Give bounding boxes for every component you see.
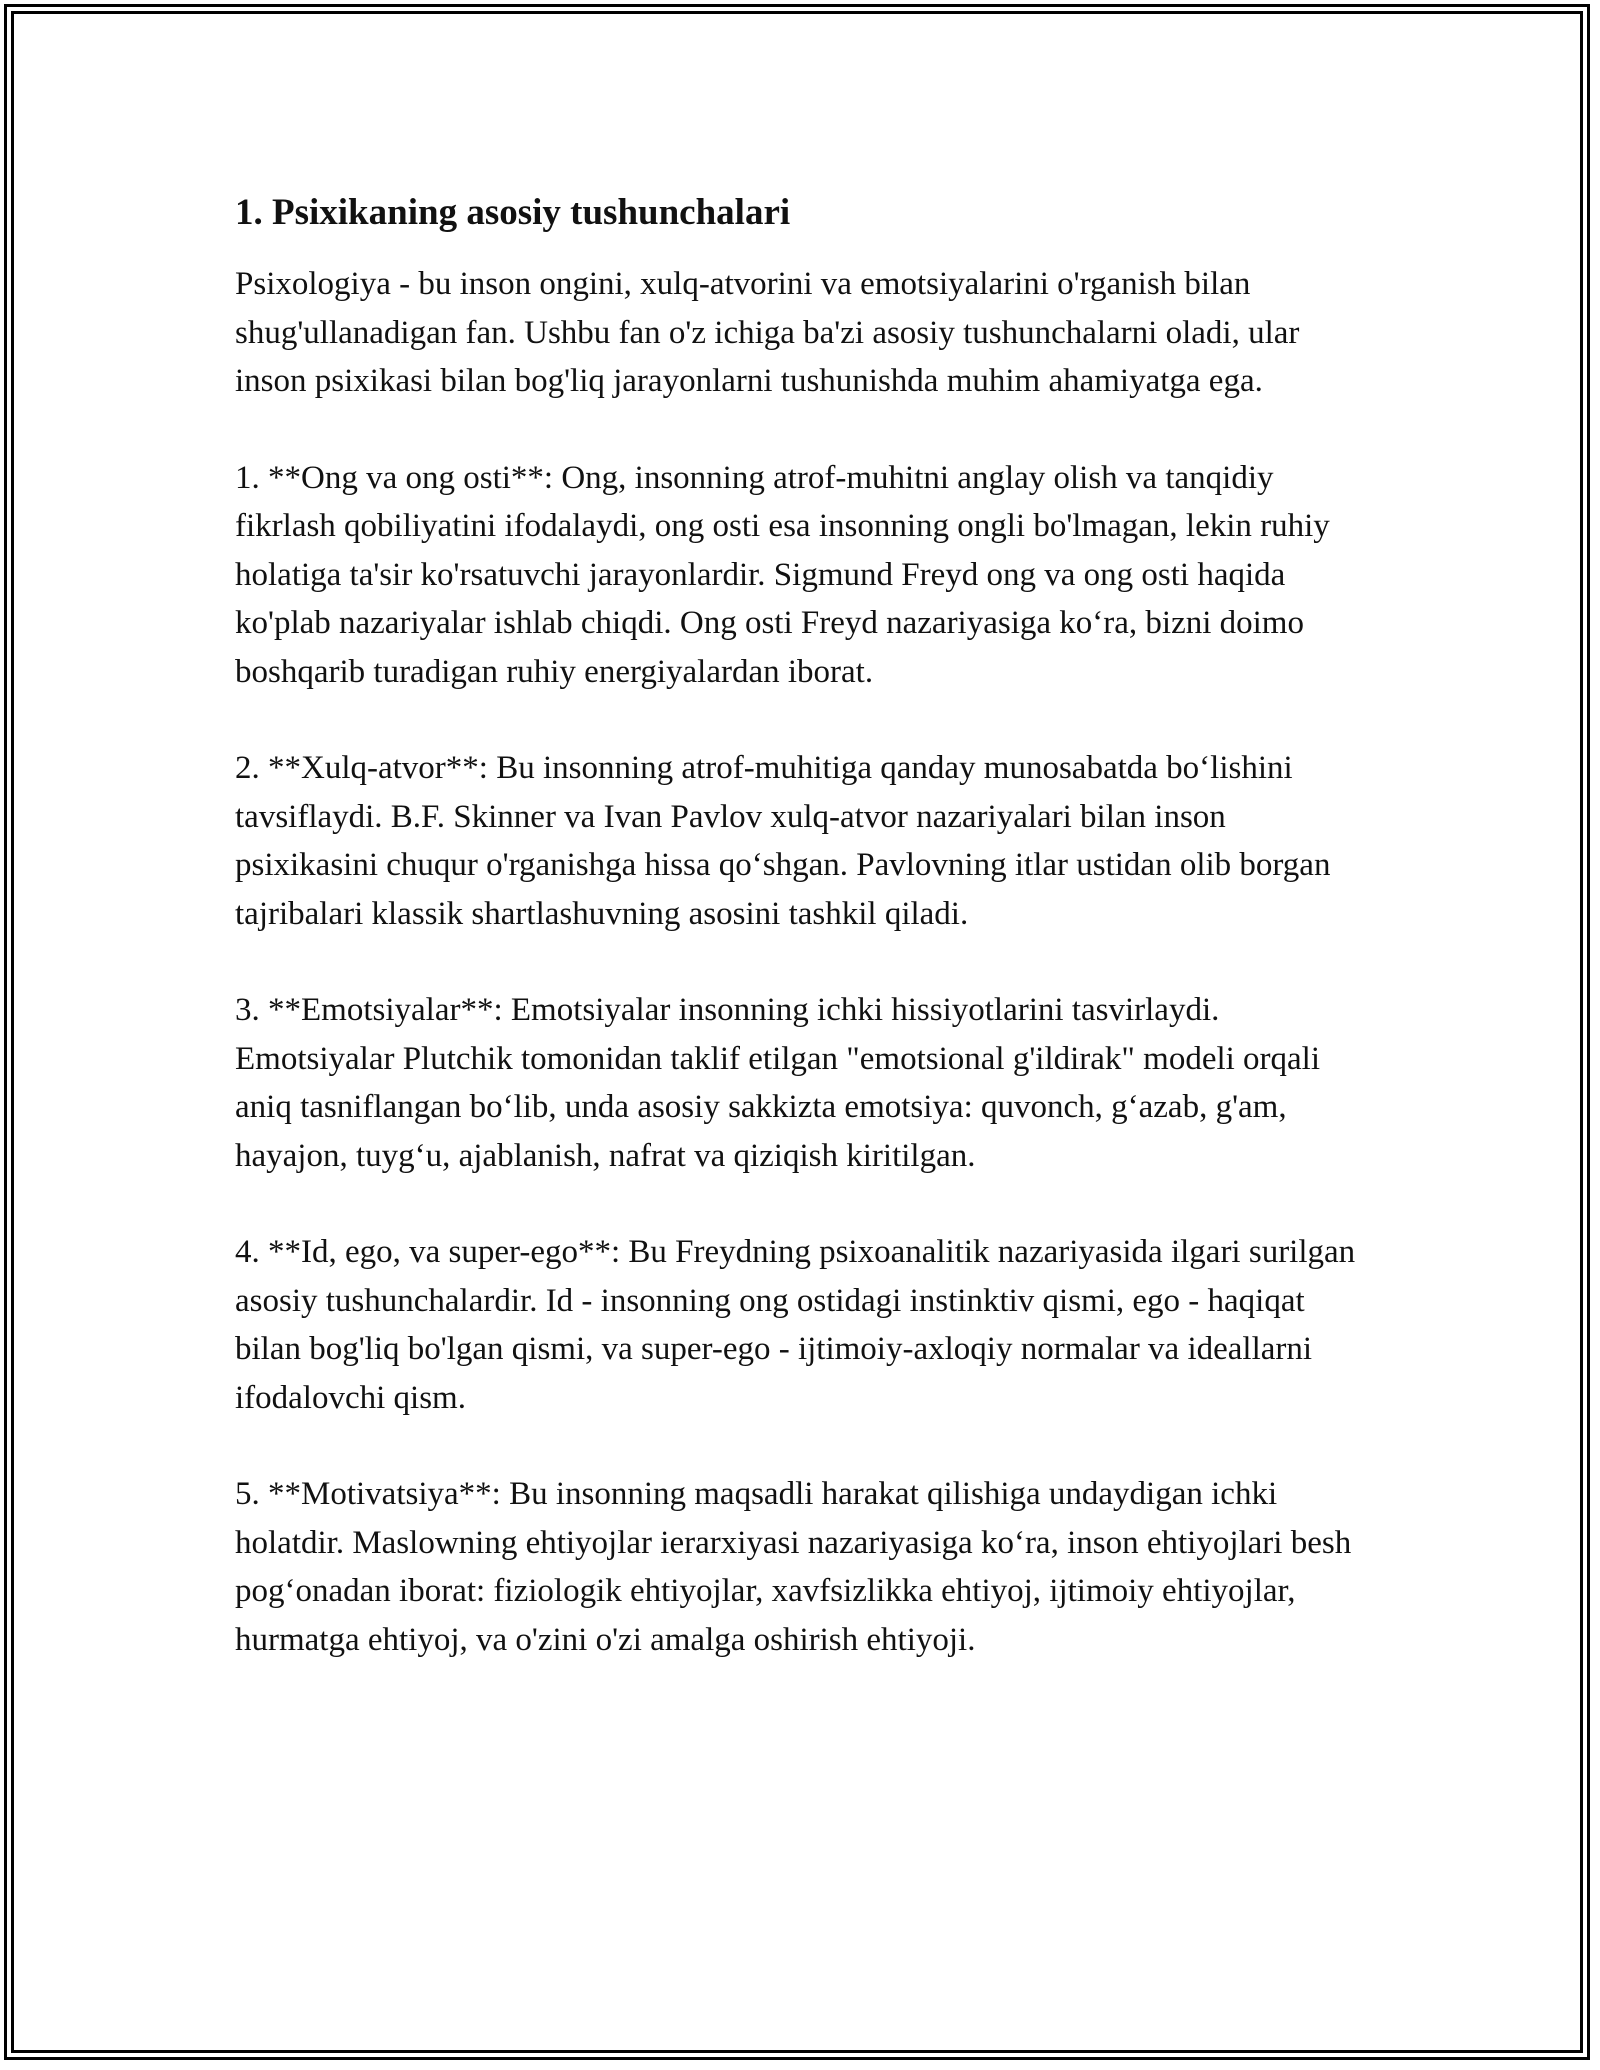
document-body xyxy=(235,184,1375,1712)
item-motivatsiya-paragraph: 5. **Motivatsiya**: Bu insonning maqsadli harakat qilishiga undaydigan ichki holatdir. Maslowning ehtiyojlar ierarxiyasi nazariyasiga ko‘ra, inson ehtiyojlari besh pog‘onadan iborat: fiziologik ehtiyojlar, xavfsizlikka ehtiyoj, ijtimoiy ehtiyojlar, hurmatga ehtiyoj, va o'zini o'zi amalga oshirish ehtiyoji. xyxy=(235,1476,1352,1658)
item-emotsiyalar-paragraph: 3. **Emotsiyalar**: Emotsiyalar insonning ichki hissiyotlarini tasvirlaydi. Emotsiyalar Plutchik tomonidan taklif etilgan "emotsional g'ildirak" modeli orqali aniq tasniflangan bo‘lib, unda asosiy sakkizta emotsiya: quvonch, g‘azab, g'am, hayajon, tuyg‘u, ajablanish, nafrat va qiziqish kiritilgan. xyxy=(235,992,1321,1174)
item-id-ego-paragraph: 4. **Id, ego, va super-ego**: Bu Freydning psixoanalitik nazariyasida ilgari surilgan asosiy tushunchalardir. Id - insonning ong ostidagi instinktiv qismi, ego - haqiqat bilan bog'liq bo'lgan qismi, va super-ego - ijtimoiy-axloqiy normalar va ideallarni ifodalovchi qism. xyxy=(235,1234,1356,1416)
intro-paragraph: Psixologiya - bu inson ongini, xulq-atvorini va emotsiyalarini o'rganish bilan shug'ullanadigan fan. Ushbu fan o'z ichiga ba'zi asosiy tushunchalarni oladi, ular inson psixikasi bilan bog'liq jarayonlarni tushunishda muhim ahamiyatga ega. xyxy=(235,266,1300,399)
item-ong-paragraph: 1. **Ong va ong osti**: Ong, insonning atrof-muhitni anglay olish va tanqidiy fikrlash qobiliyatini ifodalaydi, ong osti esa insonning ongli bo'lmagan, lekin ruhiy holatiga ta'sir ko'rsatuvchi jarayonlardir. Sigmund Freyd ong va ong osti haqida ko'plab nazariyalar ishlab chiqdi. Ong osti Freyd nazariyasiga ko‘ra, bizni doimo boshqarib turadigan ruhiy energiyalardan iborat. xyxy=(235,459,1330,690)
section-heading: 1. Psixikaning asosiy tushunchalari xyxy=(235,192,791,233)
item-xulq-atvor-paragraph: 2. **Xulq-atvor**: Bu insonning atrof-muhitiga qanday munosabatda bo‘lishini tavsiflaydi. B.F. Skinner va Ivan Pavlov xulq-atvor nazariyalari bilan inson psixikasini chuqur o'rganishga hissa qo‘shgan. Pavlovning itlar ustidan olib borgan tajribalari klassik shartlashuvning asosini tashkil qiladi. xyxy=(235,750,1331,932)
